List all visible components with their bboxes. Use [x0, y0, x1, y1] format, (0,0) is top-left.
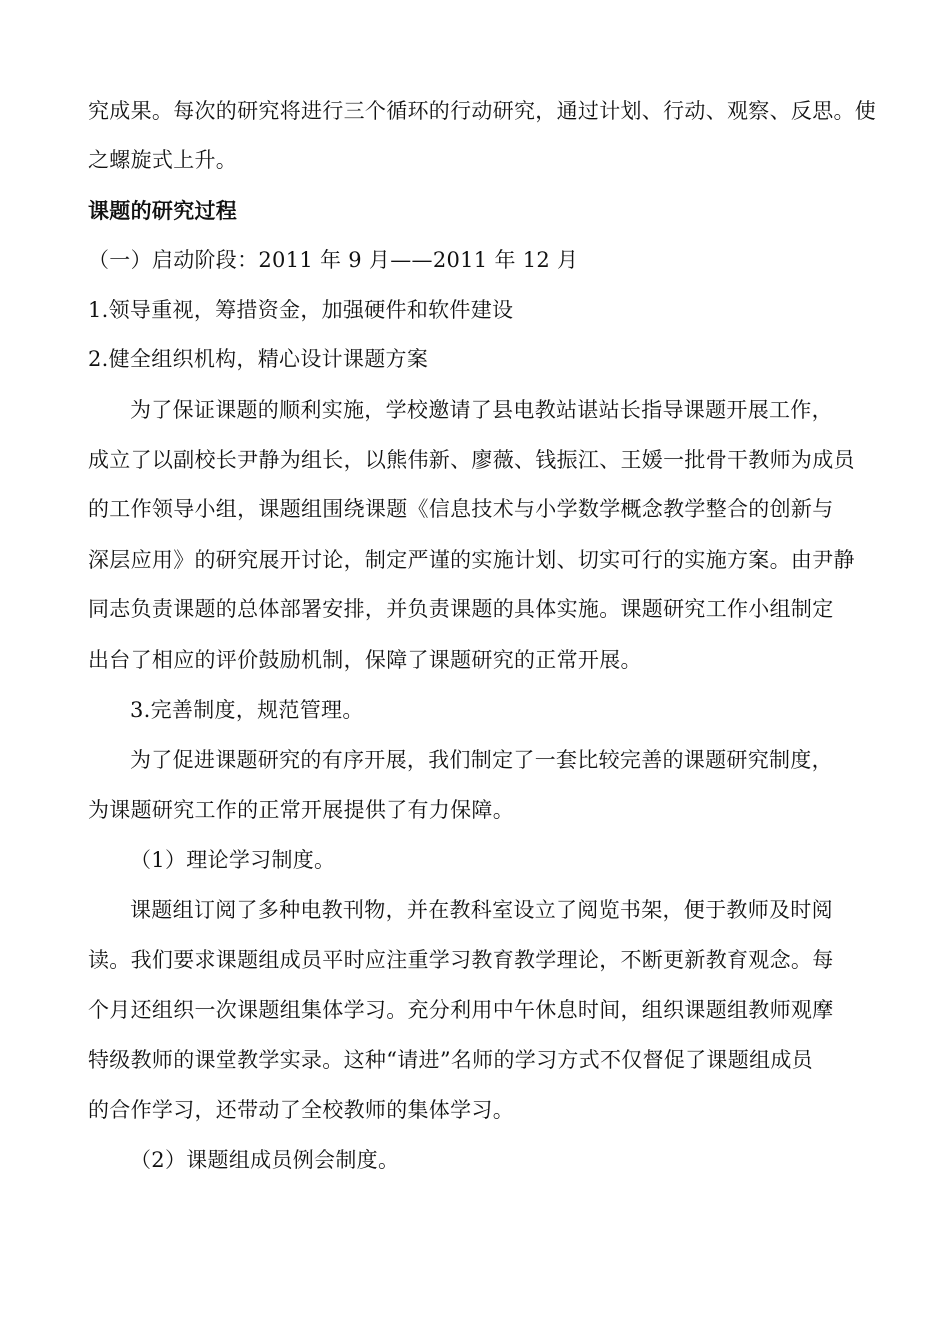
paragraph-line: 为课题研究工作的正常开展提供了有力保障。 [88, 798, 514, 822]
sub-heading: （2）课题组成员例会制度。 [130, 1148, 400, 1172]
paragraph-line: 的工作领导小组，课题组围绕课题《信息技术与小学数学概念教学整合的创新与 [88, 497, 834, 521]
paragraph-line: 课题组订阅了多种电教刊物，并在教科室设立了阅览书架，便于教师及时阅 [130, 898, 833, 922]
paragraph-line: 之螺旋式上升。 [88, 148, 238, 172]
paragraph-line: 究成果。每次的研究将进行三个循环的行动研究，通过计划、行动、观察、反思。使 [88, 99, 877, 123]
paragraph-line: 的合作学习，还带动了全校教师的集体学习。 [88, 1098, 514, 1122]
paragraph-line: 读。我们要求课题组成员平时应注重学习教育教学理论，不断更新教育观念。每 [88, 948, 834, 972]
paragraph-line: 成立了以副校长尹静为组长，以熊伟新、廖薇、钱振江、王媛一批骨干教师为成员 [88, 448, 855, 472]
stage-heading: （一）启动阶段：2011 年 9 月——2011 年 12 月 [88, 248, 579, 272]
paragraph-line: 深层应用》的研究展开讨论，制定严谨的实施计划、切实可行的实施方案。由尹静 [88, 548, 855, 572]
paragraph-line: 为了促进课题研究的有序开展，我们制定了一套比较完善的课题研究制度， [130, 748, 833, 772]
paragraph-line: 同志负责课题的总体部署安排，并负责课题的具体实施。课题研究工作小组制定 [88, 597, 834, 621]
list-item: 2.健全组织机构，精心设计课题方案 [88, 347, 429, 371]
section-heading: 课题的研究过程 [88, 199, 238, 223]
list-item: 1.领导重视，筹措资金，加强硬件和软件建设 [88, 298, 514, 322]
paragraph-line: 为了保证课题的顺利实施，学校邀请了县电教站谌站长指导课题开展工作， [130, 398, 833, 422]
list-item: 3.完善制度，规范管理。 [130, 698, 364, 722]
paragraph-line: 个月还组织一次课题组集体学习。充分利用中午休息时间，组织课题组教师观摩 [88, 998, 834, 1022]
paragraph-line: 出台了相应的评价鼓励机制，保障了课题研究的正常开展。 [88, 648, 642, 672]
paragraph-line: 特级教师的课堂教学实录。这种“请进”名师的学习方式不仅督促了课题组成员 [88, 1048, 813, 1072]
sub-heading: （1）理论学习制度。 [130, 848, 336, 872]
